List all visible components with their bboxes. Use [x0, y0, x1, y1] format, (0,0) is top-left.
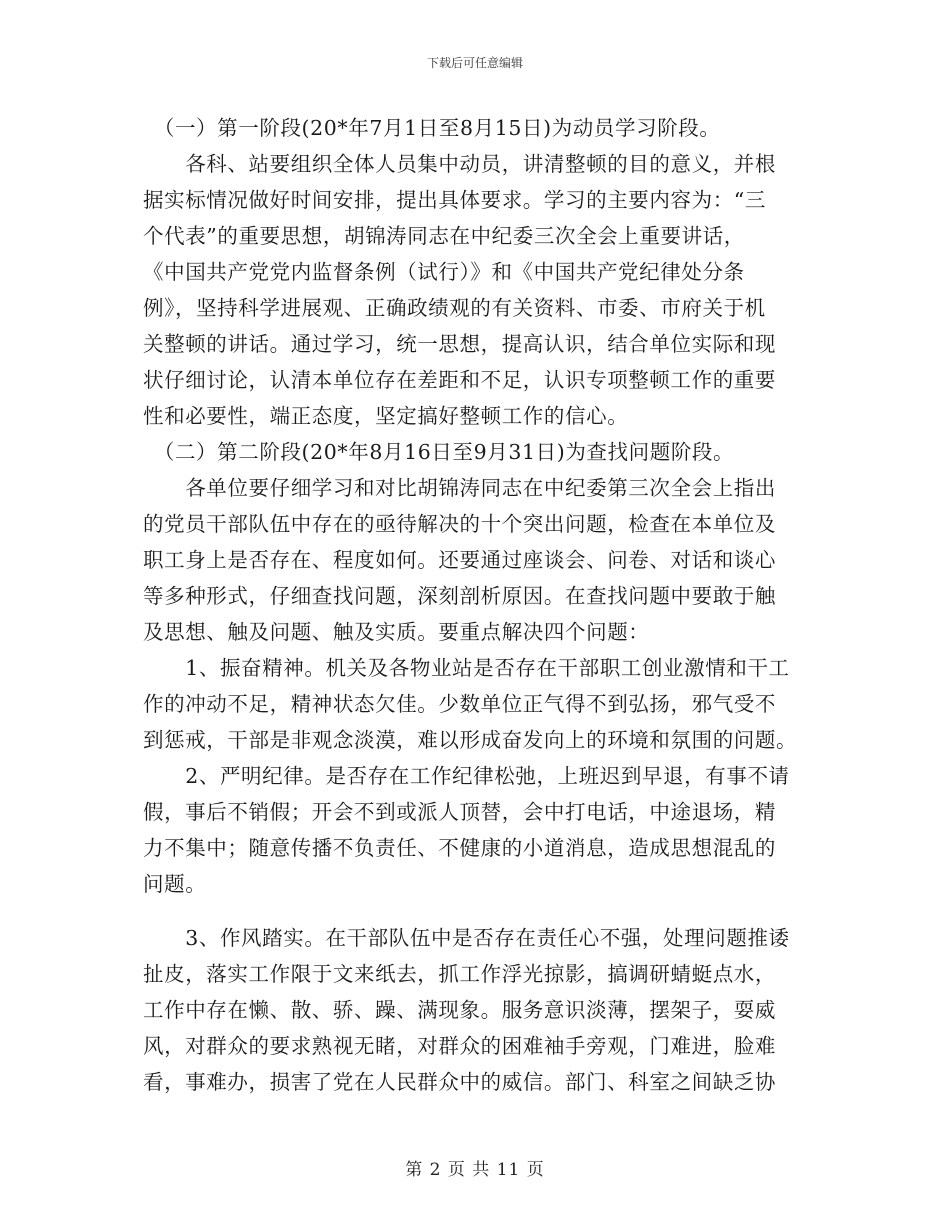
text-line: 作的冲动不足，精神状态欠佳。少数单位正气得不到弘扬，邪气受不	[143, 692, 776, 716]
text-line: 力不集中；随意传播不负责任、不健康的小道消息，造成思想混乱的	[143, 836, 776, 860]
text-line: （一）第一阶段(20*年7月1日至8月15日)为动员学习阶段。	[143, 116, 721, 140]
text-line: 1、振奋精神。机关及各物业站是否存在干部职工创业激情和干工	[143, 656, 790, 680]
text-line: 的党员干部队伍中存在的亟待解决的十个突出问题，检查在本单位及	[143, 512, 776, 536]
text-line: 2、严明纪律。是否存在工作纪律松弛，上班迟到早退，有事不请	[143, 764, 790, 788]
text-line: 各科、站要组织全体人员集中动员，讲清整顿的目的意义，并根	[143, 152, 776, 176]
text-line: 到惩戒，干部是非观念淡漠，难以形成奋发向上的环境和氛围的问题。	[143, 728, 798, 752]
text-line: 性和必要性，端正态度，坚定搞好整顿工作的信心。	[143, 404, 629, 428]
text-line: 3、作风踏实。在干部队伍中是否存在责任心不强，处理问题推诿	[143, 926, 790, 950]
document-body	[143, 110, 813, 1100]
text-line: 个代表”的重要思想，胡锦涛同志在中纪委三次全会上重要讲话，	[143, 224, 745, 248]
text-line: 及思想、触及问题、触及实质。要重点解决四个问题：	[143, 620, 650, 644]
text-line: 各单位要仔细学习和对比胡锦涛同志在中纪委第三次全会上指出	[143, 476, 776, 500]
text-line: 据实标情况做好时间安排，提出具体要求。学习的主要内容为：“三	[143, 188, 766, 212]
text-line: 假，事后不销假；开会不到或派人顶替，会中打电话，中途退场，精	[143, 800, 776, 824]
text-line: 《中国共产党党内监督条例（试行）》和《中国共产党纪律处分条	[143, 260, 745, 284]
page-footer: 第 2 页 共 11 页	[405, 1160, 545, 1180]
text-line: 问题。	[143, 872, 207, 896]
text-line: 扯皮，落实工作限于文来纸去，抓工作浮光掠影，搞调研蜻蜓点水，	[143, 962, 776, 986]
text-line: （二）第二阶段(20*年8月16日至9月31日)为查找问题阶段。	[143, 440, 735, 464]
text-line: 状仔细讨论，认清本单位存在差距和不足，认识专项整顿工作的重要	[143, 368, 776, 392]
paragraph-gap	[143, 902, 813, 920]
page-header: 下载后可任意编辑	[426, 56, 523, 70]
text-line: 工作中存在懒、散、骄、躁、满现象。服务意识淡薄，摆架子，耍威	[143, 998, 776, 1022]
text-line: 看，事难办，损害了党在人民群众中的威信。部门、科室之间缺乏协	[143, 1070, 776, 1094]
text-line: 风，对群众的要求熟视无睹，对群众的困难袖手旁观，门难进，脸难	[143, 1034, 776, 1058]
text-line: 等多种形式，仔细查找问题，深刻剖析原因。在查找问题中要敢于触	[143, 584, 776, 608]
text-line: 职工身上是否存在、程度如何。还要通过座谈会、问卷、对话和谈心	[143, 548, 776, 572]
text-line: 例》，坚持科学进展观、正确政绩观的有关资料、市委、市府关于机	[143, 296, 766, 320]
text-line: 关整顿的讲话。通过学习，统一思想，提高认识，结合单位实际和现	[143, 332, 776, 356]
